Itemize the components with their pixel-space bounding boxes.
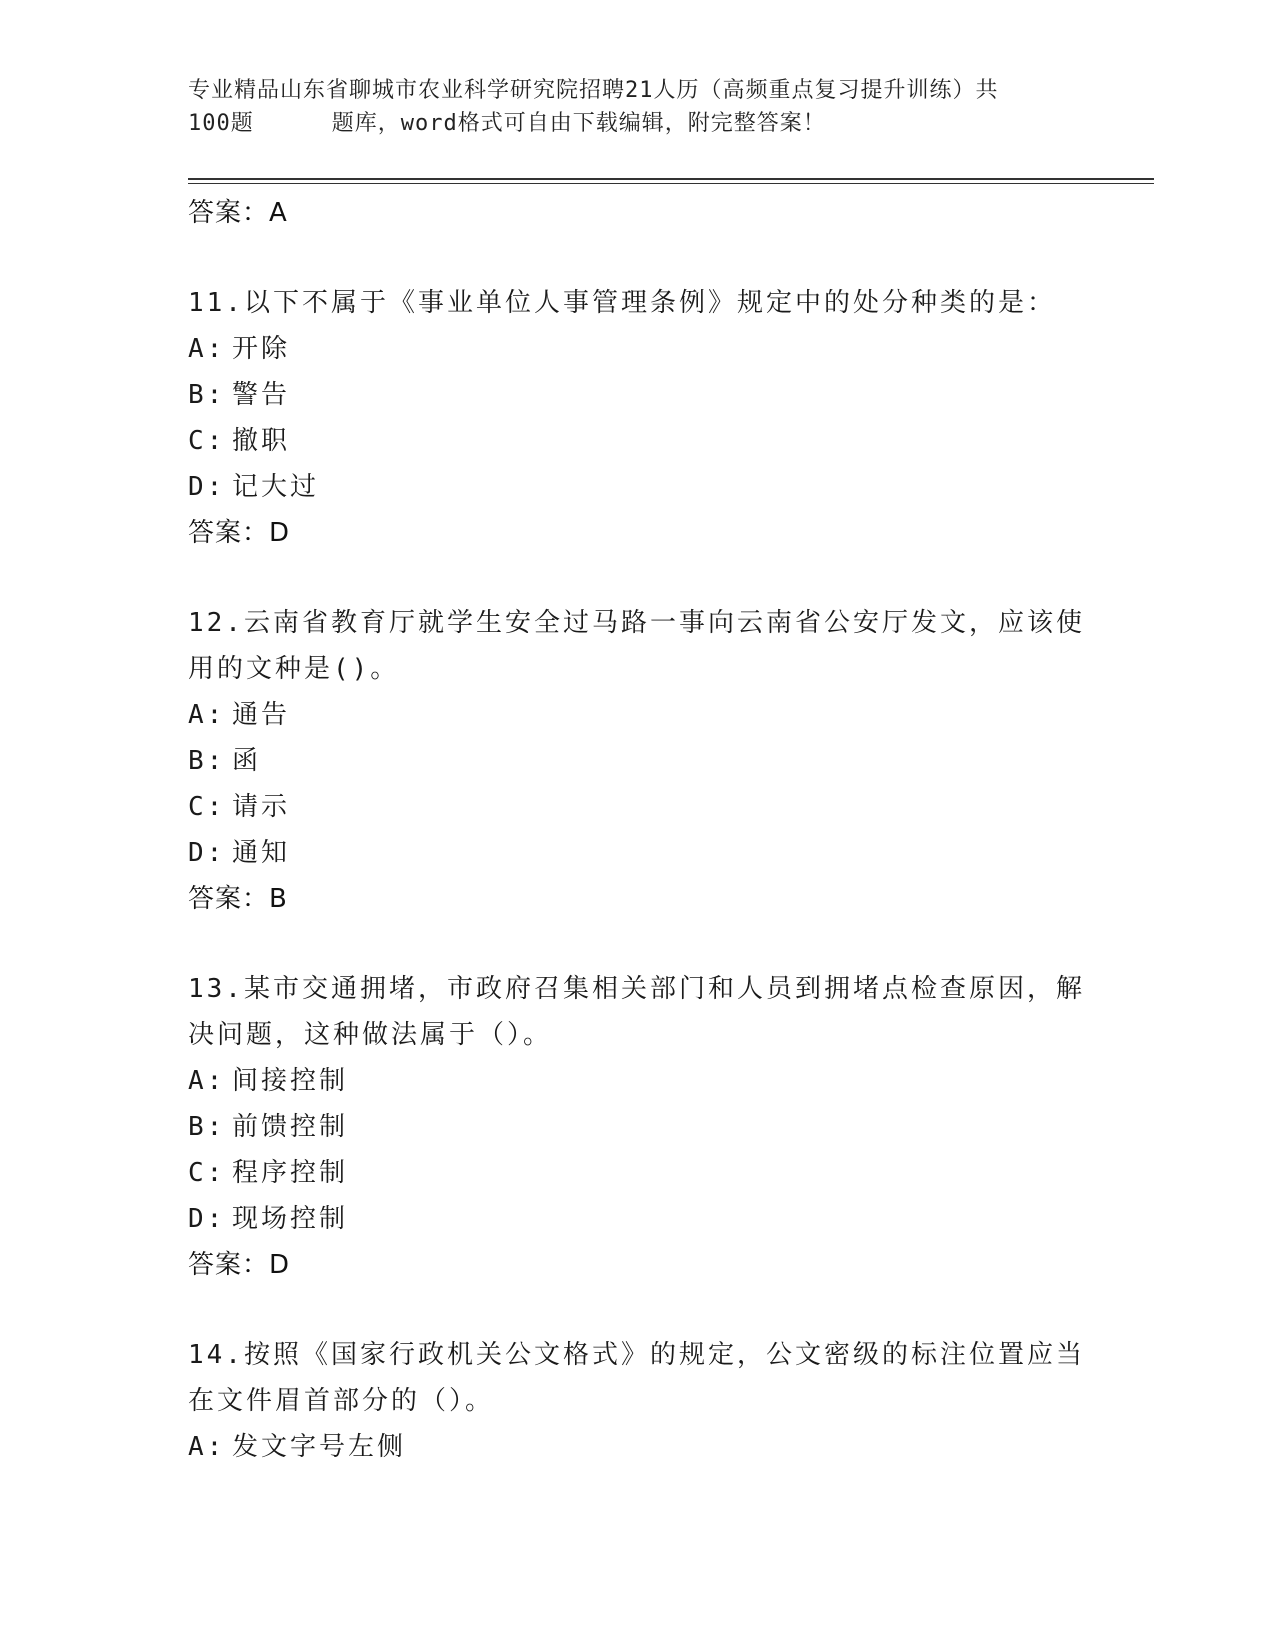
option-text: 记大过 xyxy=(232,472,320,502)
header-line-2-count: 100题 xyxy=(188,111,254,136)
option-text: 开除 xyxy=(232,334,291,364)
option-key: D: xyxy=(188,1204,226,1234)
header-line-2 xyxy=(188,107,1088,140)
option-key: C: xyxy=(188,792,226,822)
option-text: 发文字号左侧 xyxy=(232,1432,407,1462)
option-key: C: xyxy=(188,426,226,456)
header-line-2-text: 题库，word格式可自由下载编辑，附完整答案！ xyxy=(331,111,826,136)
document-body xyxy=(188,190,1088,1470)
option-text: 程序控制 xyxy=(232,1158,349,1188)
option-text: 函 xyxy=(232,746,262,776)
header-rule-thin xyxy=(188,183,1154,184)
option-text: 通告 xyxy=(232,700,291,730)
option-key: A: xyxy=(188,334,226,364)
question-text: 14.按照《国家行政机关公文格式》的规定，公文密级的标注位置应当在文件眉首部分的（）。 xyxy=(188,1340,1085,1416)
question-text: 11.以下不属于《事业单位人事管理条例》规定中的处分种类的是： xyxy=(188,288,1056,318)
option-key: C: xyxy=(188,1158,226,1188)
option-key: A: xyxy=(188,1066,226,1096)
answer-line-q10: 答案：A xyxy=(188,198,288,228)
option-a xyxy=(188,692,1088,738)
option-d xyxy=(188,830,1088,876)
option-a xyxy=(188,1058,1088,1104)
option-c xyxy=(188,784,1088,830)
question-11 xyxy=(188,280,1088,556)
option-d xyxy=(188,1196,1088,1242)
option-key: A: xyxy=(188,700,226,730)
answer-line: 答案：D xyxy=(188,518,291,548)
header-rule-thick xyxy=(188,178,1154,180)
option-c xyxy=(188,1150,1088,1196)
option-text: 撤职 xyxy=(232,426,291,456)
option-text: 警告 xyxy=(232,380,291,410)
option-b xyxy=(188,738,1088,784)
option-c xyxy=(188,418,1088,464)
option-key: A: xyxy=(188,1432,226,1462)
option-b xyxy=(188,1104,1088,1150)
option-key: B: xyxy=(188,746,226,776)
option-d xyxy=(188,464,1088,510)
answer-line: 答案：D xyxy=(188,1250,291,1280)
question-14 xyxy=(188,1332,1088,1470)
header-line-1: 专业精品山东省聊城市农业科学研究院招聘21人历（高频重点复习提升训练）共 xyxy=(188,78,999,103)
option-key: D: xyxy=(188,472,226,502)
option-text: 请示 xyxy=(232,792,291,822)
document-header xyxy=(188,74,1088,140)
option-text: 现场控制 xyxy=(232,1204,349,1234)
option-text: 前馈控制 xyxy=(232,1112,349,1142)
option-b xyxy=(188,372,1088,418)
answer-line: 答案：B xyxy=(188,884,288,914)
question-13 xyxy=(188,966,1088,1288)
option-text: 通知 xyxy=(232,838,291,868)
option-text: 间接控制 xyxy=(232,1066,349,1096)
option-key: B: xyxy=(188,1112,226,1142)
question-text: 12.云南省教育厅就学生安全过马路一事向云南省公安厅发文，应该使用的文种是()。 xyxy=(188,608,1085,684)
question-12 xyxy=(188,600,1088,922)
option-a xyxy=(188,1424,1088,1470)
question-text: 13.某市交通拥堵，市政府召集相关部门和人员到拥堵点检查原因，解决问题，这种做法属于（）。 xyxy=(188,974,1085,1050)
option-a xyxy=(188,326,1088,372)
option-key: D: xyxy=(188,838,226,868)
option-key: B: xyxy=(188,380,226,410)
